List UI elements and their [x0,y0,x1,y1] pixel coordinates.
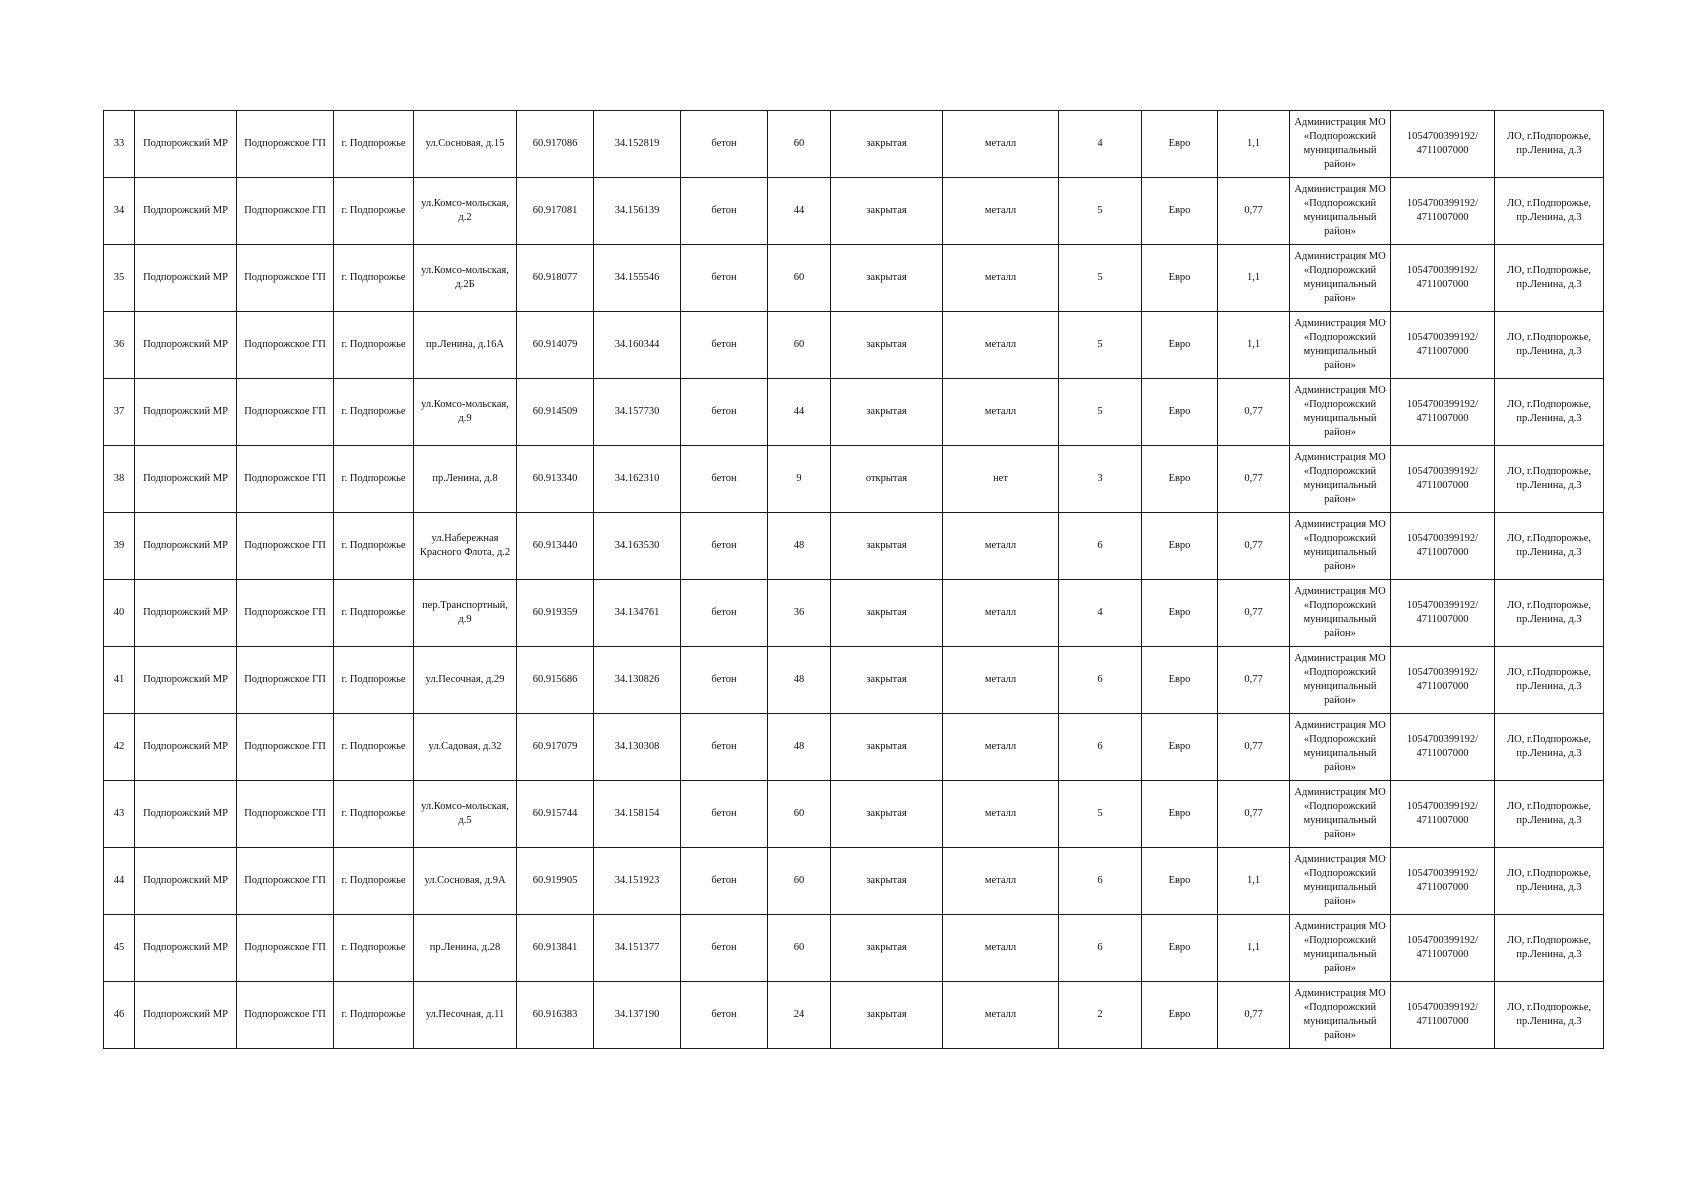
cell-longitude: 34.162310 [594,446,681,513]
cell-latitude: 60.916383 [517,982,594,1049]
cell-fence: металл [943,111,1059,178]
cell-fence: металл [943,312,1059,379]
table-row [104,915,1604,982]
cell-container-volume: 0,77 [1218,178,1290,245]
cell-district: Подпорожский МР [135,714,237,781]
cell-container-type: Евро [1142,178,1218,245]
cell-district: Подпорожский МР [135,982,237,1049]
cell-owner-address: ЛО, г.Подпорожье, пр.Ленина, д.3 [1495,982,1604,1049]
cell-latitude: 60.918077 [517,245,594,312]
cell-locality: г. Подпорожье [334,312,414,379]
cell-locality: г. Подпорожье [334,848,414,915]
cell-longitude: 34.151923 [594,848,681,915]
cell-container-count: 5 [1059,379,1142,446]
cell-ogrn-inn: 1054700399192/ 4711007000 [1391,647,1495,714]
cell-container-count: 5 [1059,312,1142,379]
cell-owner: Администрация МО «Подпорожский муниципальный район» [1290,580,1391,647]
cell-area: 24 [768,982,831,1049]
cell-site-type: открытая [831,446,943,513]
cell-site-type: закрытая [831,781,943,848]
table-row [104,647,1604,714]
cell-container-count: 6 [1059,915,1142,982]
cell-surface: бетон [681,848,768,915]
cell-settlement: Подпорожское ГП [237,513,334,580]
cell-ogrn-inn: 1054700399192/ 4711007000 [1391,178,1495,245]
cell-container-type: Евро [1142,111,1218,178]
cell-locality: г. Подпорожье [334,781,414,848]
cell-settlement: Подпорожское ГП [237,714,334,781]
cell-row-number: 33 [104,111,135,178]
cell-surface: бетон [681,245,768,312]
cell-container-type: Евро [1142,781,1218,848]
cell-area: 36 [768,580,831,647]
cell-owner-address: ЛО, г.Подпорожье, пр.Ленина, д.3 [1495,111,1604,178]
table-body [104,111,1604,1049]
cell-settlement: Подпорожское ГП [237,111,334,178]
cell-locality: г. Подпорожье [334,647,414,714]
cell-longitude: 34.158154 [594,781,681,848]
table-row [104,982,1604,1049]
cell-address: ул.Песочная, д.11 [414,982,517,1049]
cell-locality: г. Подпорожье [334,446,414,513]
cell-site-type: закрытая [831,111,943,178]
cell-surface: бетон [681,178,768,245]
table-row [104,446,1604,513]
cell-ogrn-inn: 1054700399192/ 4711007000 [1391,848,1495,915]
cell-longitude: 34.157730 [594,379,681,446]
cell-container-count: 4 [1059,111,1142,178]
cell-fence: металл [943,915,1059,982]
cell-container-type: Евро [1142,580,1218,647]
table-row [104,312,1604,379]
cell-container-volume: 0,77 [1218,714,1290,781]
cell-longitude: 34.152819 [594,111,681,178]
table-row [104,245,1604,312]
cell-area: 60 [768,781,831,848]
cell-ogrn-inn: 1054700399192/ 4711007000 [1391,915,1495,982]
cell-longitude: 34.156139 [594,178,681,245]
cell-container-volume: 1,1 [1218,848,1290,915]
cell-fence: металл [943,379,1059,446]
cell-container-type: Евро [1142,647,1218,714]
cell-row-number: 37 [104,379,135,446]
cell-surface: бетон [681,379,768,446]
cell-container-type: Евро [1142,245,1218,312]
cell-settlement: Подпорожское ГП [237,915,334,982]
cell-surface: бетон [681,781,768,848]
cell-container-count: 4 [1059,580,1142,647]
cell-latitude: 60.919359 [517,580,594,647]
cell-owner: Администрация МО «Подпорожский муниципальный район» [1290,513,1391,580]
cell-address: ул.Комсо-мольская, д.2 [414,178,517,245]
cell-latitude: 60.919905 [517,848,594,915]
cell-container-type: Евро [1142,312,1218,379]
cell-settlement: Подпорожское ГП [237,446,334,513]
cell-longitude: 34.130826 [594,647,681,714]
cell-locality: г. Подпорожье [334,982,414,1049]
cell-owner-address: ЛО, г.Подпорожье, пр.Ленина, д.3 [1495,580,1604,647]
cell-area: 60 [768,848,831,915]
cell-area: 9 [768,446,831,513]
cell-locality: г. Подпорожье [334,580,414,647]
cell-row-number: 45 [104,915,135,982]
cell-district: Подпорожский МР [135,111,237,178]
cell-owner-address: ЛО, г.Подпорожье, пр.Ленина, д.3 [1495,714,1604,781]
cell-container-volume: 1,1 [1218,312,1290,379]
cell-row-number: 46 [104,982,135,1049]
cell-ogrn-inn: 1054700399192/ 4711007000 [1391,312,1495,379]
cell-fence: металл [943,781,1059,848]
cell-area: 44 [768,178,831,245]
cell-ogrn-inn: 1054700399192/ 4711007000 [1391,111,1495,178]
cell-container-volume: 0,77 [1218,580,1290,647]
cell-owner-address: ЛО, г.Подпорожье, пр.Ленина, д.3 [1495,446,1604,513]
cell-container-type: Евро [1142,513,1218,580]
cell-area: 48 [768,647,831,714]
cell-surface: бетон [681,513,768,580]
cell-owner-address: ЛО, г.Подпорожье, пр.Ленина, д.3 [1495,915,1604,982]
cell-district: Подпорожский МР [135,513,237,580]
cell-row-number: 36 [104,312,135,379]
cell-latitude: 60.914509 [517,379,594,446]
cell-container-count: 5 [1059,245,1142,312]
cell-owner: Администрация МО «Подпорожский муниципальный район» [1290,848,1391,915]
cell-ogrn-inn: 1054700399192/ 4711007000 [1391,580,1495,647]
table-row [104,111,1604,178]
cell-container-count: 2 [1059,982,1142,1049]
cell-owner: Администрация МО «Подпорожский муниципальный район» [1290,446,1391,513]
cell-row-number: 43 [104,781,135,848]
cell-row-number: 34 [104,178,135,245]
cell-owner: Администрация МО «Подпорожский муниципальный район» [1290,915,1391,982]
table-row [104,848,1604,915]
cell-latitude: 60.913440 [517,513,594,580]
cell-row-number: 39 [104,513,135,580]
cell-site-type: закрытая [831,312,943,379]
cell-row-number: 44 [104,848,135,915]
cell-row-number: 35 [104,245,135,312]
cell-settlement: Подпорожское ГП [237,178,334,245]
cell-locality: г. Подпорожье [334,513,414,580]
table-row [104,379,1604,446]
cell-surface: бетон [681,714,768,781]
cell-surface: бетон [681,580,768,647]
cell-ogrn-inn: 1054700399192/ 4711007000 [1391,379,1495,446]
cell-owner: Администрация МО «Подпорожский муниципальный район» [1290,647,1391,714]
cell-district: Подпорожский МР [135,379,237,446]
cell-settlement: Подпорожское ГП [237,312,334,379]
cell-fence: металл [943,647,1059,714]
cell-locality: г. Подпорожье [334,714,414,781]
cell-row-number: 38 [104,446,135,513]
cell-fence: металл [943,245,1059,312]
table-row [104,513,1604,580]
cell-settlement: Подпорожское ГП [237,580,334,647]
cell-container-type: Евро [1142,848,1218,915]
cell-container-type: Евро [1142,915,1218,982]
cell-district: Подпорожский МР [135,848,237,915]
cell-container-volume: 1,1 [1218,915,1290,982]
cell-longitude: 34.155546 [594,245,681,312]
cell-site-type: закрытая [831,647,943,714]
cell-address: ул.Комсо-мольская, д.9 [414,379,517,446]
cell-longitude: 34.160344 [594,312,681,379]
cell-site-type: закрытая [831,379,943,446]
cell-address: ул.Набережная Красного Флота, д.2 [414,513,517,580]
cell-area: 48 [768,714,831,781]
cell-container-count: 6 [1059,513,1142,580]
cell-site-type: закрытая [831,714,943,781]
cell-container-volume: 1,1 [1218,245,1290,312]
cell-container-type: Евро [1142,714,1218,781]
cell-owner-address: ЛО, г.Подпорожье, пр.Ленина, д.3 [1495,848,1604,915]
cell-owner-address: ЛО, г.Подпорожье, пр.Ленина, д.3 [1495,312,1604,379]
cell-fence: металл [943,580,1059,647]
cell-fence: металл [943,513,1059,580]
cell-fence: металл [943,848,1059,915]
cell-owner-address: ЛО, г.Подпорожье, пр.Ленина, д.3 [1495,379,1604,446]
cell-district: Подпорожский МР [135,580,237,647]
cell-fence: нет [943,446,1059,513]
cell-address: ул.Комсо-мольская, д.5 [414,781,517,848]
cell-owner-address: ЛО, г.Подпорожье, пр.Ленина, д.3 [1495,647,1604,714]
cell-locality: г. Подпорожье [334,111,414,178]
cell-fence: металл [943,714,1059,781]
table-row [104,781,1604,848]
cell-container-volume: 1,1 [1218,111,1290,178]
cell-site-type: закрытая [831,915,943,982]
cell-surface: бетон [681,647,768,714]
cell-row-number: 42 [104,714,135,781]
cell-district: Подпорожский МР [135,312,237,379]
cell-ogrn-inn: 1054700399192/ 4711007000 [1391,245,1495,312]
cell-site-type: закрытая [831,580,943,647]
cell-address: пр.Ленина, д.16А [414,312,517,379]
cell-settlement: Подпорожское ГП [237,781,334,848]
cell-longitude: 34.134761 [594,580,681,647]
cell-latitude: 60.915744 [517,781,594,848]
cell-settlement: Подпорожское ГП [237,982,334,1049]
cell-owner-address: ЛО, г.Подпорожье, пр.Ленина, д.3 [1495,781,1604,848]
cell-latitude: 60.913841 [517,915,594,982]
cell-address: ул.Сосновая, д.9А [414,848,517,915]
cell-locality: г. Подпорожье [334,915,414,982]
cell-address: ул.Песочная, д.29 [414,647,517,714]
cell-surface: бетон [681,111,768,178]
cell-container-volume: 0,77 [1218,982,1290,1049]
cell-area: 60 [768,111,831,178]
cell-district: Подпорожский МР [135,245,237,312]
cell-latitude: 60.917086 [517,111,594,178]
cell-address: пер.Транспортный, д.9 [414,580,517,647]
cell-latitude: 60.915686 [517,647,594,714]
table-row [104,580,1604,647]
cell-longitude: 34.151377 [594,915,681,982]
cell-owner: Администрация МО «Подпорожский муниципальный район» [1290,781,1391,848]
cell-fence: металл [943,178,1059,245]
cell-owner: Администрация МО «Подпорожский муниципальный район» [1290,982,1391,1049]
cell-area: 60 [768,915,831,982]
table-row [104,178,1604,245]
cell-container-count: 5 [1059,178,1142,245]
cell-container-type: Евро [1142,446,1218,513]
cell-ogrn-inn: 1054700399192/ 4711007000 [1391,714,1495,781]
cell-address: пр.Ленина, д.8 [414,446,517,513]
cell-area: 48 [768,513,831,580]
cell-address: ул.Сосновая, д.15 [414,111,517,178]
cell-address: ул.Комсо-мольская, д.2Б [414,245,517,312]
cell-latitude: 60.917079 [517,714,594,781]
cell-settlement: Подпорожское ГП [237,848,334,915]
cell-district: Подпорожский МР [135,647,237,714]
cell-surface: бетон [681,312,768,379]
cell-container-volume: 0,77 [1218,647,1290,714]
cell-ogrn-inn: 1054700399192/ 4711007000 [1391,781,1495,848]
cell-surface: бетон [681,915,768,982]
cell-address: пр.Ленина, д.28 [414,915,517,982]
cell-longitude: 34.137190 [594,982,681,1049]
cell-settlement: Подпорожское ГП [237,647,334,714]
cell-owner: Администрация МО «Подпорожский муниципальный район» [1290,312,1391,379]
cell-latitude: 60.913340 [517,446,594,513]
cell-settlement: Подпорожское ГП [237,245,334,312]
cell-site-type: закрытая [831,513,943,580]
cell-site-type: закрытая [831,848,943,915]
cell-latitude: 60.917081 [517,178,594,245]
cell-owner: Администрация МО «Подпорожский муниципальный район» [1290,379,1391,446]
cell-fence: металл [943,982,1059,1049]
cell-district: Подпорожский МР [135,781,237,848]
cell-container-volume: 0,77 [1218,513,1290,580]
cell-owner: Администрация МО «Подпорожский муниципальный район» [1290,178,1391,245]
cell-owner: Администрация МО «Подпорожский муниципальный район» [1290,111,1391,178]
waste-sites-table [103,110,1604,1049]
cell-container-count: 6 [1059,714,1142,781]
cell-owner-address: ЛО, г.Подпорожье, пр.Ленина, д.3 [1495,513,1604,580]
cell-area: 44 [768,379,831,446]
cell-ogrn-inn: 1054700399192/ 4711007000 [1391,513,1495,580]
cell-site-type: закрытая [831,178,943,245]
cell-owner-address: ЛО, г.Подпорожье, пр.Ленина, д.3 [1495,178,1604,245]
cell-container-count: 6 [1059,647,1142,714]
cell-container-type: Евро [1142,379,1218,446]
cell-longitude: 34.130308 [594,714,681,781]
cell-container-volume: 0,77 [1218,379,1290,446]
cell-surface: бетон [681,982,768,1049]
cell-row-number: 41 [104,647,135,714]
cell-latitude: 60.914079 [517,312,594,379]
cell-area: 60 [768,312,831,379]
cell-container-volume: 0,77 [1218,446,1290,513]
cell-surface: бетон [681,446,768,513]
cell-container-volume: 0,77 [1218,781,1290,848]
cell-locality: г. Подпорожье [334,245,414,312]
cell-site-type: закрытая [831,245,943,312]
cell-ogrn-inn: 1054700399192/ 4711007000 [1391,446,1495,513]
cell-locality: г. Подпорожье [334,178,414,245]
cell-container-type: Евро [1142,982,1218,1049]
cell-address: ул.Садовая, д.32 [414,714,517,781]
cell-area: 60 [768,245,831,312]
cell-site-type: закрытая [831,982,943,1049]
cell-row-number: 40 [104,580,135,647]
cell-district: Подпорожский МР [135,446,237,513]
cell-settlement: Подпорожское ГП [237,379,334,446]
table-row [104,714,1604,781]
cell-longitude: 34.163530 [594,513,681,580]
cell-owner: Администрация МО «Подпорожский муниципальный район» [1290,245,1391,312]
cell-locality: г. Подпорожье [334,379,414,446]
cell-container-count: 3 [1059,446,1142,513]
cell-owner-address: ЛО, г.Подпорожье, пр.Ленина, д.3 [1495,245,1604,312]
cell-container-count: 6 [1059,848,1142,915]
cell-district: Подпорожский МР [135,178,237,245]
cell-owner: Администрация МО «Подпорожский муниципальный район» [1290,714,1391,781]
cell-district: Подпорожский МР [135,915,237,982]
cell-container-count: 5 [1059,781,1142,848]
cell-ogrn-inn: 1054700399192/ 4711007000 [1391,982,1495,1049]
